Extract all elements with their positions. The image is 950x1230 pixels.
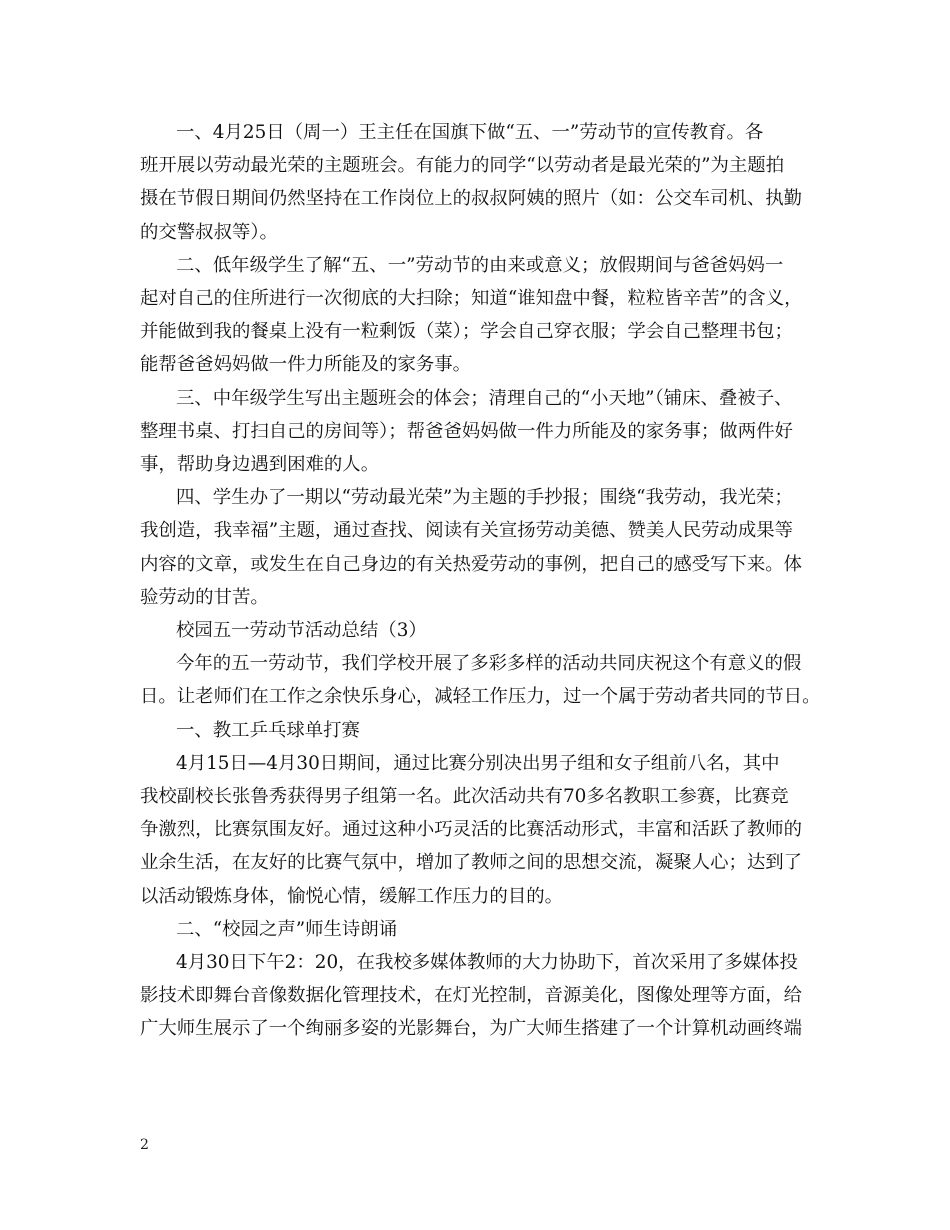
text-line: 并能做到我的餐桌上没有一粒剩饭（菜）；学会自己穿衣服；学会自己整理书包； [140,321,793,343]
text-line: 以活动锻炼身体，愉悦心情，缓解工作压力的目的。 [140,885,563,907]
text-line: 的交警叔叔等）。 [140,221,278,243]
text-line: 一、4月25日（周一）王主任在国旗下做“五、一”劳动节的宣传教育。各 [176,122,764,143]
subheading-1 [140,714,820,747]
text-line: 三、中年级学生写出主题班会的体会；清理自己的“小天地”（铺床、叠被子、 [176,387,793,409]
text-line: 四、学生办了一期以“劳动最光荣”为主题的手抄报；围绕“我劳动，我光荣； [176,487,793,509]
text-line: 我创造，我幸福”主题，通过查找、阅读有关宣扬劳动美德、赞美人民劳动成果等 [140,520,794,542]
paragraph-1 [140,116,820,249]
text-line: 事，帮助身边遇到困难的人。 [140,454,380,476]
text-line: 我校副校长张鲁秀获得男子组第一名。此次活动共有70多名教职工参赛，比赛竞 [140,786,789,808]
text-line: 摄在节假日期间仍然坚持在工作岗位上的叔叔阿姨的照片（如：公交车司机、执勤 [140,188,803,210]
text-line: 争激烈，比赛氛围友好。通过这种小巧灵活的比赛活动形式，丰富和活跃了教师的 [140,819,803,841]
text-line: 校园五一劳动节活动总结（3） [176,620,427,642]
text-line: 一、教工乒乓球单打赛 [176,719,360,741]
text-line: 广大师生展示了一个绚丽多姿的光影舞台，为广大师生搭建了一个计算机动画终端 [140,1018,803,1040]
subheading-2 [140,913,820,946]
paragraph-3 [140,382,820,482]
paragraph-5 [140,647,820,713]
text-line: 能帮爸爸妈妈做一件力所能及的家务事。 [140,354,472,376]
text-line: 二、“校园之声”师生诗朗诵 [176,918,398,940]
document-body [140,116,820,1046]
text-line: 今年的五一劳动节，我们学校开展了多彩多样的活动共同庆祝这个有意义的假 [176,653,802,675]
text-line: 4月30日下午2：20，在我校多媒体教师的大力协助下，首次采用了多媒体投 [176,952,798,974]
text-line: 起对自己的住所进行一次彻底的大扫除；知道“谁知盘中餐，粒粒皆辛苦”的含义， [140,288,803,310]
page-number: 2 [140,1137,149,1153]
text-line: 整理书桌、打扫自己的房间等）；帮爸爸妈妈做一件力所能及的家务事；做两件好 [140,420,793,442]
text-line: 二、低年级学生了解“五、一”劳动节的由来或意义；放假期间与爸爸妈妈一 [176,254,784,276]
text-line: 日。让老师们在工作之余快乐身心，减轻工作压力，过一个属于劳动者共同的节日。 [140,686,821,708]
text-line: 验劳动的甘苦。 [140,586,269,608]
paragraph-2 [140,249,820,382]
paragraph-7 [140,946,820,1046]
paragraph-6 [140,747,820,913]
text-line: 4月15日—4月30日期间，通过比赛分别决出男子组和女子组前八名，其中 [176,752,780,774]
paragraph-4 [140,481,820,614]
text-line: 影技术即舞台音像数据化管理技术，在灯光控制，音源美化，图像处理等方面，给 [140,985,803,1007]
text-line: 业余生活，在友好的比赛气氛中，增加了教师之间的思想交流，凝聚人心；达到了 [140,852,803,874]
text-line: 班开展以劳动最光荣的主题班会。有能力的同学“以劳动者是最光荣的”为主题拍 [140,155,785,177]
section-heading [140,614,820,647]
text-line: 内容的文章，或发生在自己身边的有关热爱劳动的事例，把自己的感受写下来。体 [140,553,803,575]
